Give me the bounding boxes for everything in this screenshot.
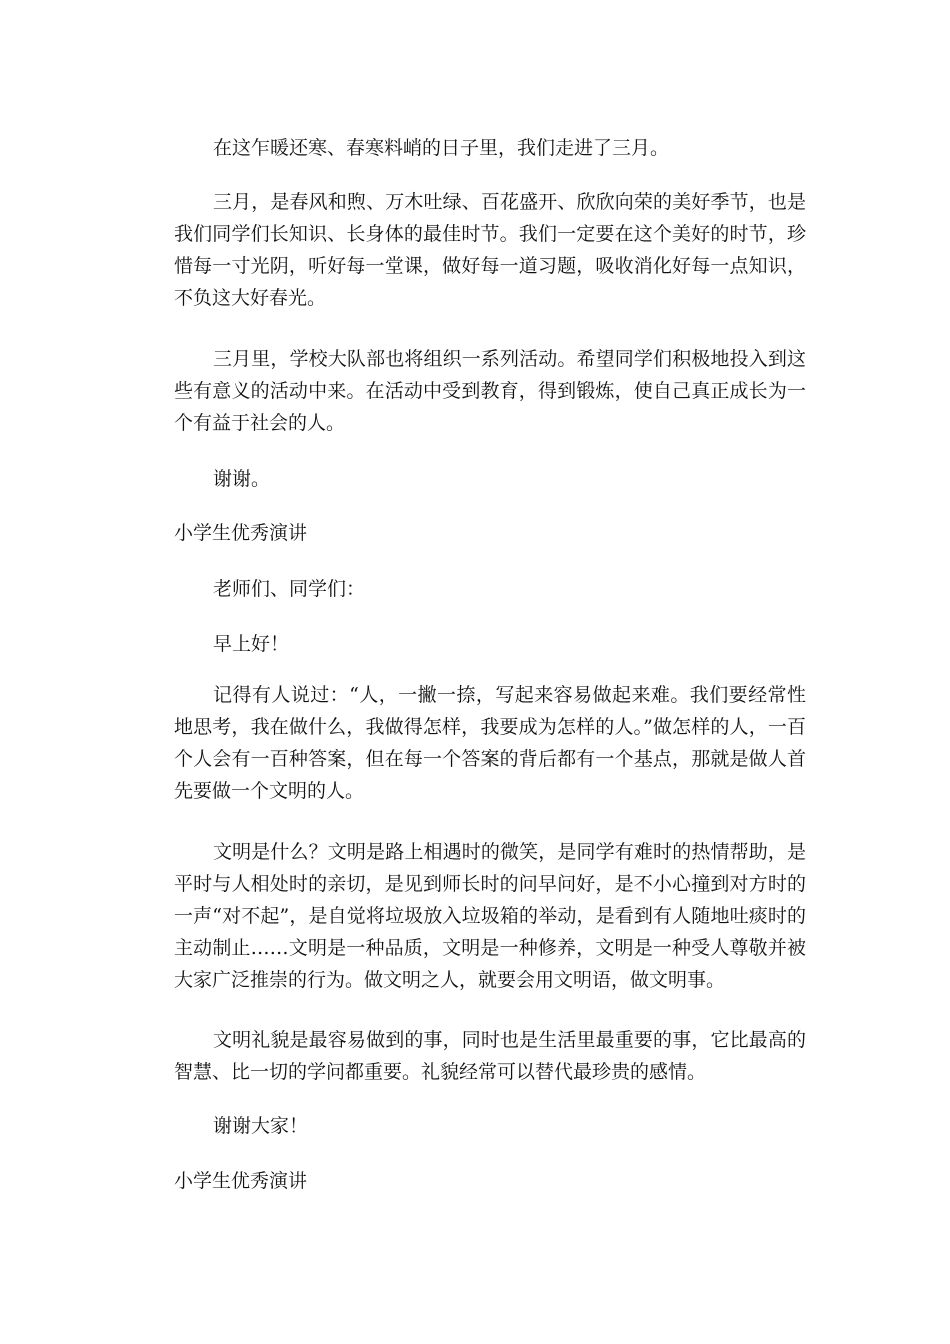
paragraph-march: 三月，是春风和煦、万木吐绿、百花盛开、欣欣向荣的美好季节，也是我们同学们长知识、长身体的最佳时节。我们一定要在这个美好的时节，珍惜每一寸光阴，听好每一堂课，做好每一道习题，吸收消化好每一点知识，不负这大好春光。 (174, 191, 806, 309)
paragraph-activities: 三月里，学校大队部也将组织一系列活动。希望同学们积极地投入到这些有意义的活动中来。在活动中受到教育，得到锻炼，使自己真正成长为一个有益于社会的人。 (174, 348, 806, 434)
section-title-1: 小学生优秀演讲 (174, 522, 308, 544)
paragraph-good-morning: 早上好！ (213, 633, 290, 655)
paragraph-courtesy: 文明礼貌是最容易做到的事，同时也是生活里最重要的事，它比最高的智慧、比一切的学问都重要。礼貌经常可以替代最珍贵的感情。 (174, 1029, 806, 1083)
paragraph-thanks-all: 谢谢大家！ (213, 1115, 309, 1137)
paragraph-intro: 在这乍暖还寒、春寒料峭的日子里，我们走进了三月。 (213, 137, 670, 159)
paragraph-civility: 文明是什么？文明是路上相遇时的微笑，是同学有难时的热情帮助，是平时与人相处时的亲切，是见到师长时的问早问好，是不小心撞到对方时的一声“对不起”，是自觉将垃圾放入垃圾箱的举动，是看到有人随地吐痰时的主动制止……文明是一种品质，文明是一种修养，文明是一种受人尊敬并被大家广泛推崇的行为。做文明之人，就要会用文明语，做文明事。 (174, 841, 806, 991)
paragraph-greeting: 老师们、同学们： (213, 578, 366, 600)
section-title-2: 小学生优秀演讲 (174, 1170, 308, 1192)
paragraph-quote: 记得有人说过：“人，一撇一捺，写起来容易做起来难。我们要经常性地思考，我在做什么，我做得怎样，我要成为怎样的人。”做怎样的人，一百个人会有一百种答案，但在每一个答案的背后都有一个基点，那就是做人首先要做一个文明的人。 (174, 684, 806, 802)
paragraph-thanks: 谢谢。 (213, 468, 271, 490)
